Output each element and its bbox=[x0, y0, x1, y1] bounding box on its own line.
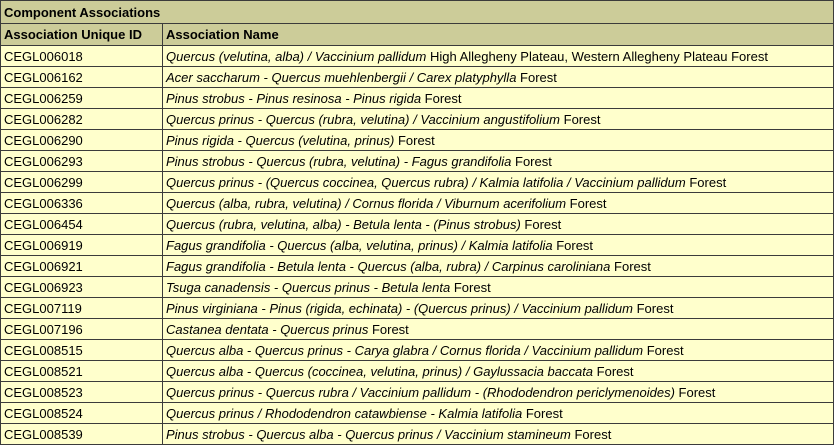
association-name-cell bbox=[163, 46, 834, 67]
table-row bbox=[1, 340, 834, 361]
table-row bbox=[1, 319, 834, 340]
table-row bbox=[1, 256, 834, 277]
association-id-cell: CEGL006290 bbox=[1, 130, 163, 151]
association-name-plain: Forest bbox=[570, 426, 612, 442]
association-name-italic: Fagus grandifolia - Betula lenta - Quercus (alba, rubra) / Carpinus caroliniana bbox=[166, 258, 611, 274]
association-id-cell: CEGL006921 bbox=[1, 256, 163, 277]
association-name-cell bbox=[163, 424, 834, 445]
association-name-italic: Pinus strobus - Quercus alba - Quercus prinus / Vaccinium stamineum bbox=[166, 426, 571, 442]
association-id-cell: CEGL006282 bbox=[1, 109, 163, 130]
association-name-plain: Forest bbox=[633, 300, 674, 316]
table-row bbox=[1, 361, 834, 382]
association-id-cell: CEGL007119 bbox=[1, 298, 163, 319]
column-header-association-name: Association Name bbox=[163, 24, 834, 46]
association-name-italic: Tsuga canadensis - Quercus prinus - Betula lenta bbox=[166, 279, 451, 295]
table-title: Component Associations bbox=[1, 1, 834, 24]
association-name-plain: Forest bbox=[674, 384, 716, 400]
association-name-plain: Forest bbox=[593, 363, 634, 379]
association-name-cell bbox=[163, 109, 834, 130]
association-name-plain: Forest bbox=[450, 279, 491, 295]
association-name-cell bbox=[163, 340, 834, 361]
table-row bbox=[1, 298, 834, 319]
association-id-cell: CEGL006454 bbox=[1, 214, 163, 235]
association-id-cell: CEGL006259 bbox=[1, 88, 163, 109]
association-name-italic: Quercus (alba, rubra, velutina) / Cornus florida / Viburnum acerifolium bbox=[166, 195, 567, 211]
table-title-row bbox=[1, 1, 834, 24]
association-name-italic: Quercus prinus - (Quercus coccinea, Quercus rubra) / Kalmia latifolia / Vaccinium pallidum bbox=[166, 174, 686, 190]
association-name-cell bbox=[163, 88, 834, 109]
association-id-cell: CEGL006162 bbox=[1, 67, 163, 88]
association-name-italic: Pinus strobus - Pinus resinosa - Pinus rigida bbox=[166, 90, 422, 106]
column-header-association-unique-id: Association Unique ID bbox=[1, 24, 163, 46]
table-header-row bbox=[1, 24, 834, 46]
association-name-plain: Forest bbox=[511, 153, 552, 169]
table-row bbox=[1, 88, 834, 109]
association-id-cell: CEGL006336 bbox=[1, 193, 163, 214]
table-row bbox=[1, 214, 834, 235]
association-name-italic: Pinus virginiana - Pinus (rigida, echinata) - (Quercus prinus) / Vaccinium pallidum bbox=[166, 300, 633, 316]
association-name-plain: Forest bbox=[560, 111, 601, 127]
association-name-plain: Forest bbox=[516, 69, 557, 85]
association-name-cell bbox=[163, 235, 834, 256]
association-name-plain: Forest bbox=[421, 90, 462, 106]
table-row bbox=[1, 172, 834, 193]
association-name-italic: Quercus (velutina, alba) / Vaccinium pallidum bbox=[166, 48, 427, 64]
association-name-plain: Forest bbox=[368, 321, 409, 337]
association-id-cell: CEGL008523 bbox=[1, 382, 163, 403]
association-name-plain: Forest bbox=[610, 258, 651, 274]
association-name-italic: Acer saccharum - Quercus muehlenbergii / Carex platyphylla bbox=[166, 69, 517, 85]
association-id-cell: CEGL006919 bbox=[1, 235, 163, 256]
table-row bbox=[1, 67, 834, 88]
association-name-italic: Quercus prinus - Quercus rubra / Vaccinium pallidum - (Rhododendron periclymenoides) bbox=[166, 384, 675, 400]
association-name-cell bbox=[163, 193, 834, 214]
association-name-cell bbox=[163, 382, 834, 403]
association-id-cell: CEGL008521 bbox=[1, 361, 163, 382]
association-id-cell: CEGL006293 bbox=[1, 151, 163, 172]
table-row bbox=[1, 193, 834, 214]
table-row bbox=[1, 130, 834, 151]
table-row bbox=[1, 277, 834, 298]
association-name-cell bbox=[163, 277, 834, 298]
association-name-plain: Forest bbox=[394, 132, 435, 148]
association-name-italic: Pinus strobus - Quercus (rubra, velutina) - Fagus grandifolia bbox=[166, 153, 512, 169]
table-row bbox=[1, 403, 834, 424]
association-id-cell: CEGL006923 bbox=[1, 277, 163, 298]
association-name-cell bbox=[163, 319, 834, 340]
association-id-cell: CEGL008524 bbox=[1, 403, 163, 424]
association-id-cell: CEGL007196 bbox=[1, 319, 163, 340]
association-name-italic: Quercus alba - Quercus prinus - Carya glabra / Cornus florida / Vaccinium pallidum bbox=[166, 342, 644, 358]
association-name-italic: Quercus alba - Quercus (coccinea, velutina, prinus) / Gaylussacia baccata bbox=[166, 363, 594, 379]
association-id-cell: CEGL008515 bbox=[1, 340, 163, 361]
association-name-plain: Forest bbox=[685, 174, 727, 190]
association-id-cell: CEGL006018 bbox=[1, 46, 163, 67]
association-name-cell bbox=[163, 403, 834, 424]
association-name-cell bbox=[163, 361, 834, 382]
association-name-cell bbox=[163, 256, 834, 277]
association-name-plain: Forest bbox=[520, 216, 562, 232]
association-name-cell bbox=[163, 172, 834, 193]
association-name-cell bbox=[163, 151, 834, 172]
associations-table-body bbox=[1, 46, 834, 445]
association-name-plain: Forest bbox=[643, 342, 684, 358]
association-name-italic: Quercus prinus / Rhododendron catawbiense - Kalmia latifolia bbox=[166, 405, 523, 421]
table-row bbox=[1, 109, 834, 130]
association-name-italic: Quercus prinus - Quercus (rubra, velutina) / Vaccinium angustifolium bbox=[166, 111, 561, 127]
association-name-italic: Castanea dentata - Quercus prinus bbox=[166, 321, 369, 337]
table-row bbox=[1, 151, 834, 172]
association-id-cell: CEGL006299 bbox=[1, 172, 163, 193]
association-name-italic: Fagus grandifolia - Quercus (alba, velutina, prinus) / Kalmia latifolia bbox=[166, 237, 553, 253]
table-row bbox=[1, 235, 834, 256]
table-row bbox=[1, 382, 834, 403]
association-name-cell bbox=[163, 67, 834, 88]
table-row bbox=[1, 46, 834, 67]
table-row bbox=[1, 424, 834, 445]
association-name-plain: Forest bbox=[566, 195, 607, 211]
association-name-italic: Quercus (rubra, velutina, alba) - Betula lenta - (Pinus strobus) bbox=[166, 216, 521, 232]
association-name-cell bbox=[163, 130, 834, 151]
association-name-plain: High Allegheny Plateau, Western Allegheny Plateau Forest bbox=[426, 48, 768, 64]
association-name-plain: Forest bbox=[522, 405, 563, 421]
association-name-cell bbox=[163, 214, 834, 235]
association-name-italic: Pinus rigida - Quercus (velutina, prinus) bbox=[166, 132, 395, 148]
association-name-cell bbox=[163, 298, 834, 319]
association-id-cell: CEGL008539 bbox=[1, 424, 163, 445]
association-name-plain: Forest bbox=[552, 237, 594, 253]
